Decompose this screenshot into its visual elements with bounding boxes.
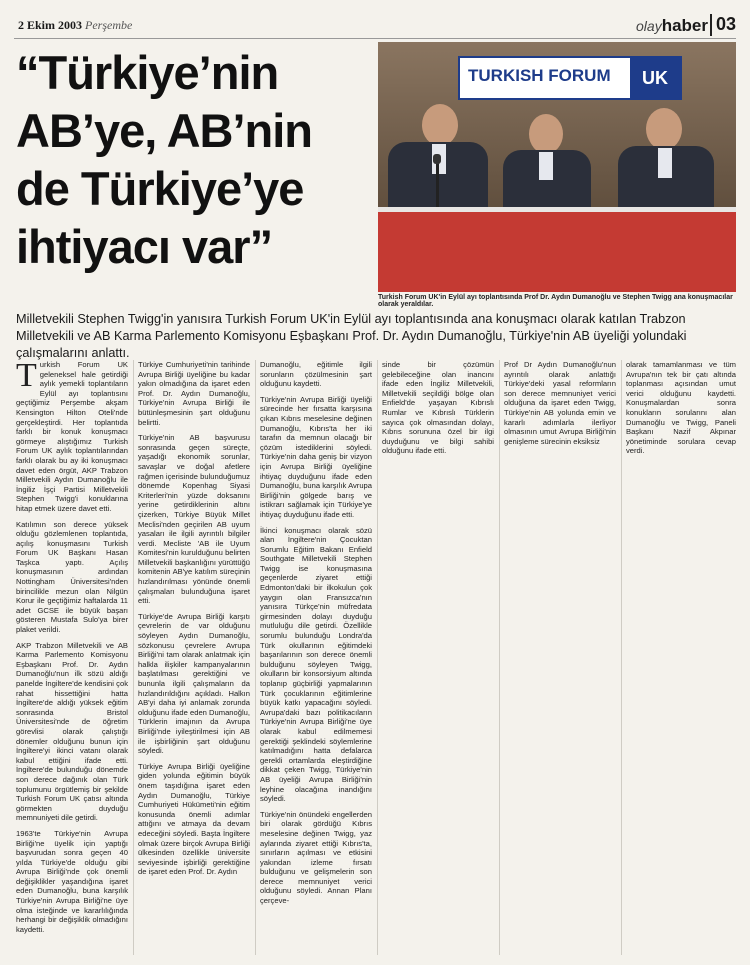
article-paragraph: Türkiye'nin AB başvurusu sonrasında geçen süreçte, yaşadığı ekonomik sorunlar, savaşlar ve doğal afetlere rağmen içerisinde bulunduğumuz dönemde Kopenhag Siyasi Kriterleri'nin yüzde doksanını yerine getirdiklerinin altını çizerken, Türkiye Büyük Millet Meclisi'nden geçirilen AB uyum yasaları ile ilgili ayrıntılı bilgiler verdi. Mecliste 'AB ile Uyum Komitesi'nin kurulduğunu belirten Milletvekili başkanlığını yürüttüğü komitenin AB'ye katılım süreçinin hızlandırılması yönünde önemli çalışmaları bulunduğuna işaret etti.	[138, 433, 250, 606]
article-paragraph: Dumanoğlu, eğitimle ilgili sorunların çözülmesinin şart olduğunu kaydetti.	[260, 360, 372, 389]
article-paragraph: Prof Dr Aydın Dumanoğlu'nun ayrıntılı olarak anlattığı Türkiye'deki yasal reformların son derece memnuniyet verici olduğuna da işaret eden Twigg, Türkiye'nin AB yolunda emin ve kararlı adımlarla ilerliyor olmasının umut Avrupa Birliği'nin genişleme sürecinin eksiksiz	[504, 360, 616, 446]
article-paragraph: olarak tamamlanması ve tüm Avrupa'nın tek bir çatı altında toplanması açısından umut verici olduğunu kaydetti. Konuşmalardan sonra konukların sorularını alan Dumanoğlu ve Twigg, Paneli Başkanı Nazif Akpınar yönetiminde sorulara cevap verdi.	[626, 360, 736, 456]
article-column-3	[260, 360, 372, 912]
column-rule	[377, 360, 378, 955]
article-paragraph: 1963'te Türkiye'nin Avrupa Birliği'ne üyelik için yaptığı başvurudan sonra geçen 40 yılda Türkiye'de olduğu gibi Avrupa Birliği'nde çok önemli değişiklikler yaşandığına işaret eden Dumanoğlu, buna karşılık Türkiye'nin Avrupa Birliği'ne üye olma isteğinde ve kararlılığında herhangi bir değişiklik olmadığını kaydetti.	[16, 828, 128, 934]
headline-line: ihtiyacı var”	[16, 220, 273, 273]
date-text: 2 Ekim 2003	[18, 18, 83, 32]
article-column-2	[138, 360, 250, 883]
event-photo	[378, 42, 736, 292]
drop-cap: T	[16, 357, 37, 394]
column-rule	[255, 360, 256, 955]
article-column-5	[504, 360, 616, 452]
forum-banner	[458, 56, 682, 100]
article-paragraph: Türkiye'de Avrupa Birliği karşıtı çevrelerin de var olduğunu söyleyen Aydın Dumanoğlu, sözkonusu çevrelere Avrupa Birliği'ni tam olarak anlatmak için halkla ilişkiler kampanyalarının başlatılması gerektiğini ve bununla ilgili çalışmaların da hızlandırıldığını açıkladı. Halkın AB'yi daha iyi anlamak zorunda olduğunu ifade eden Dumanoğlu, Türklerin imajının da Avrupa Birliği'nde iyileştirilmesi için AB ile işbirliğinin şart olduğunu söyledi.	[138, 611, 250, 756]
lede-paragraph: Milletvekili Stephen Twigg'in yanısıra Turkish Forum UK'in Eylül ayı toplantısında ana konuşmacı olarak katılan Trabzon Milletvekili ve AB Karma Parlemento Komisyonu Eşbaşkanı Prof. Dr. Aydın Dumanoğlu, Türkiye'nin AB üyeliği yolundaki çalışmalarını anlattı.	[16, 312, 687, 360]
page-header	[14, 16, 736, 36]
article-column-4	[382, 360, 494, 462]
header-rule	[14, 38, 736, 39]
brand-olay: olay	[636, 18, 662, 34]
microphone-icon	[433, 154, 441, 164]
column-rule	[621, 360, 622, 955]
brand-haber: haber	[661, 16, 708, 35]
photo-caption: Turkish Forum UK'in Eylül ayı toplantısında Prof Dr. Aydın Dumanoğlu ve Stephen Twigg ana konuşmacılar olarak yeraldılar.	[378, 294, 733, 308]
article-paragraph	[16, 357, 128, 514]
article-column-6	[626, 360, 736, 462]
article-paragraph: sinde bir çözümün gelebileceğine olan inancını ifade eden İngiliz Milletvekili, Milletvekili seçildiği bölge olan Enfield'de yaşayan Kıbrıslı Rumlar ve Kıbrıslı Türklerin sayıca çok olmasından dolayı, Kıbrıs sorununa özel bir ilgi duyduğunu ve bilgi sahibi olduğunu ifade etti.	[382, 360, 494, 456]
article-paragraph: Türkiye'nin önündeki engellerden biri olarak gördüğü Kıbrıs meselesine değinen Twigg, yaz aylarında ziyaret ettiği Kıbrıs'ta, sınırların açılması ve etkisini yakından izleme fırsatı bulduğunu ve gelişmelerin son derece memnuniyet verici olduğunu söyledi. Annan Planı çerçeve-	[260, 809, 372, 906]
article-paragraph: Türkiye Cumhuriyeti'nin tarihinde Avrupa Birliği üyeliğine bu kadar yakın olmadığına da işaret eden Prof. Dr. Aydın Dumanoğlu, Türkiye'nin Avrupa Birliği ile bütünleşmesinin şart olduğunu belirtti.	[138, 360, 250, 427]
header-divider	[710, 14, 712, 36]
article-column-1	[16, 357, 128, 940]
weekday-text: Perşembe	[85, 18, 133, 32]
paragraph-text: urkish Forum UK geleneksel hale getirdiği aylık yemekli toplantıların Eylül ayı toplantısını geçtiğimiz Perşembe akşam Kensington Hilton Oteli'nde gerçekleştirdi. Her toplantıda farklı bir konuk konuşmacı görmeye alıştığımız Turkish Forum UK aylık toplantılarından farklı olarak bu ay iki konuşmacı davet eden örgüt, AKP Trabzon Milletvekili Aydın Dumanoğlu ile İngiliz İşçi Partisi Milletvekili Stephen Twigg'i konuklarına hitap etmek üzere davet etti.	[16, 360, 128, 513]
article-paragraph: Katılımın son derece yüksek olduğu gözlemlenen toplantıda, açılış konuşmasını Turkish Forum UK Başkanı Hasan Taşkca yaptı. Açılış konuşmasının ardından Nottingham Üniversitesi'nden birincilikle mezun olan Nilgün Korur ile geçtiğimiz haftalarda 11 adet GCSE ile büyük başarı gösteren Mustafa Sulo'ya birer plaket verildi.	[16, 519, 128, 635]
column-rule	[133, 360, 134, 955]
headline-line: “Türkiye’nin	[16, 46, 279, 99]
page-number: 03	[715, 14, 736, 34]
column-rule	[499, 360, 500, 955]
banner-badge: UK	[630, 58, 680, 98]
headline-line: AB’ye, AB’nin	[16, 104, 313, 157]
headline-line: de Türkiye’ye	[16, 162, 304, 215]
article-paragraph: İkinci konuşmacı olarak sözü alan İngiltere'nin Çocuktan Sorumlu Eğitim Bakanı Enfield Southgate Milletvekili Stephen Twigg ise konuşmasına geçenlerde ziyaret ettiği Edmonton'daki bir ilkokulun çok yaygın olan Fransızca'nın yanısıra Türkçe'nin müfredata girmesinden dolayı duyduğu mutluluğu dile getirdi. Özellikle sorumlu bulunduğu Londra'da Türk okullarının eğitimdeki başarılarının son derece önemli bulduğunu söyleyen Twigg, okulların bir konsorsiyum altında toplanıp güçbirliği yapmalarının Türk çocuklarının eğitimlerine büyük katkı yapacağını söyledi. Avrupa'daki bazı politikacıların Türkiye'nin Avrupa Birliği'ne üye olarak kabul edilmemesi gerektiği şeklindeki söylemlerine katılmadığını hatta defalarca gerekli ortamlarda eleştirdiğine dikkat çeken Twigg, Türkiye'nin AB üyeliği Avrupa Birliği'nin leyhine olacağına inandığını söyledi.	[260, 525, 372, 804]
banner-text: TURKISH FORUM	[468, 66, 611, 85]
article-paragraph: AKP Trabzon Milletvekili ve AB Karma Parlemento Komisyonu Eşbaşkanı Prof. Dr. Aydın Dumanoğlu'nun ilk sözü aldığı panelde İngiltere'de kendisini çok rahat hissettiğini hatta İngiltere'de aldığı yüksek eğitim sonrasında Bristol Üniversitesi'nde de öğretim görevlisi olarak çalıştığı dönemler olduğunu bunun için İngiltere'yi ikinci vatanı olarak kabul ettiğini ifade etti. İngiltere'de bulunduğu dönemde son derece dağınık olan Türk toplumunu örgütlemiş bir şekilde Turkish Forum UK çatısı altında görmekten duyduğu memnuniyeti dile getirdi.	[16, 640, 128, 823]
section-brand	[636, 16, 708, 36]
headline	[16, 44, 371, 276]
table-cloth	[378, 212, 736, 292]
article-paragraph: Türkiye Avrupa Birliği üyeliğine giden yolunda eğitimin büyük önem taşıdığına işaret eden Aydın Dumanoğlu, Türkiye Cumhuriyeti Hükümeti'nin eğitim konusunda önemli adımlar attığını ve atmaya da devam edeceğini söyledi. Başta İngiltere olmak üzere birçok Avrupa Birliği ülkesinden özellikle üniversite seviyesinde işbirliği gerektiğine de işaret eden Prof. Dr. Aydın	[138, 761, 250, 877]
issue-date	[18, 18, 132, 33]
article-paragraph: Türkiye'nin Avrupa Birliği üyeliği sürecinde her fırsatta karşısına çıkan Kıbrıs meselesine değinen Dumanoğlu, Kıbrıs'ta her iki tarafın da memnun olacağı bir çözüm istediklerini söyledi. Türkiye'nin daha geniş bir vizyon için Avrupa Birliği üyeliğine ihtiyaç duyduğunu ifade eden Dumanoğlu, buna karşılık Avrupa Birliği'nin gölgede barış ve istikrarı sağlamak için Türkiye'ye ihtiyaç duyduğunu ifade etti.	[260, 394, 372, 519]
